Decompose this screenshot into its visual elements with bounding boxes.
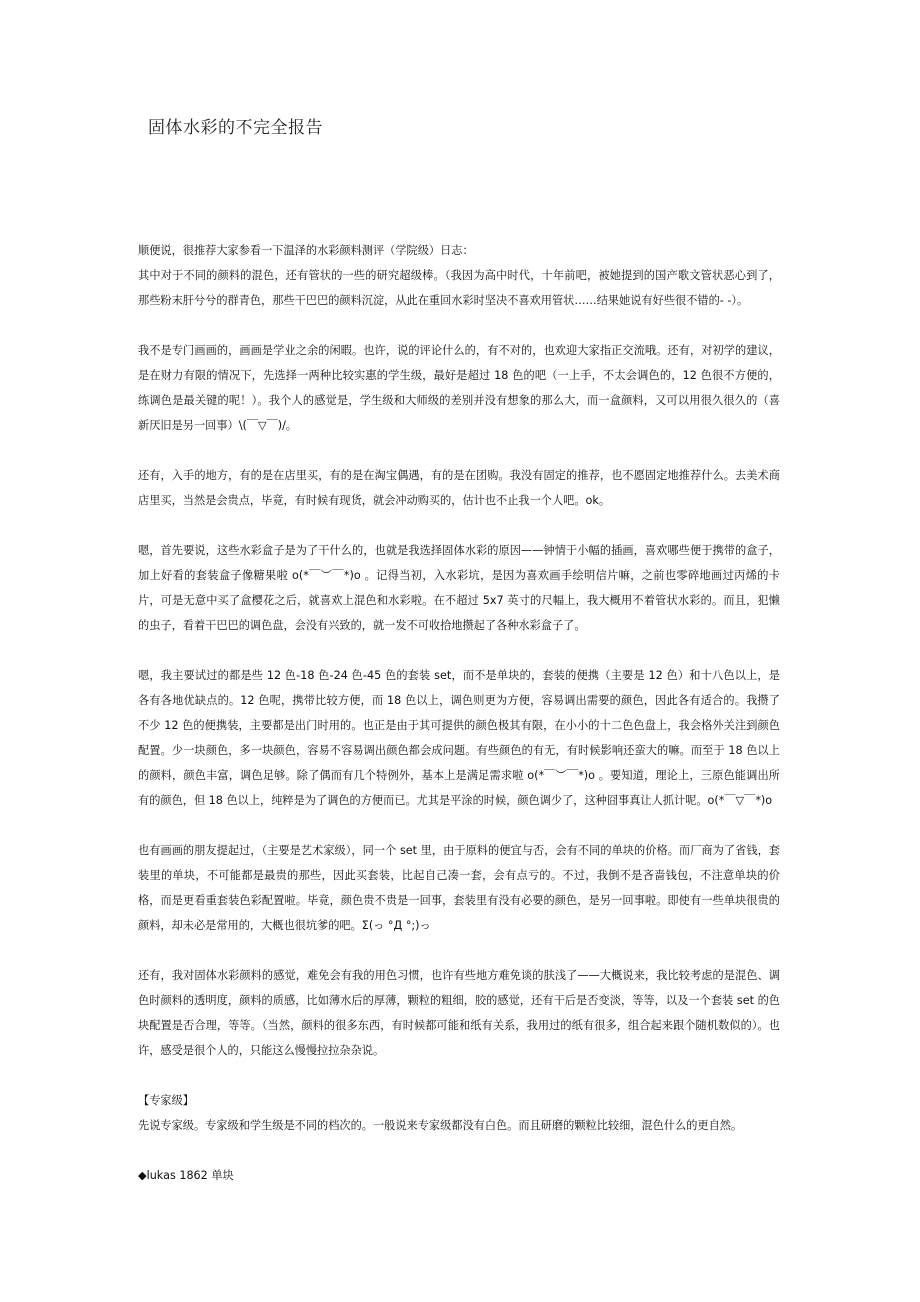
paragraph-intro-detail: 其中对于不同的颜料的混色，还有管状的一些的研究超级棒。（我因为高中时代，十年前吧，被她提到的国产歌文管状恶心到了，那些粉末肝兮兮的群青色，那些干巴巴的颜料沉淀，从此在重回水彩时坚决不喜欢用管状……结果她说有好些很不错的- -）。 — [138, 269, 780, 307]
paragraph-where-to-buy: 还有，入手的地方，有的是在店里买，有的是在淘宝偶遇，有的是在团购。我没有固定的推荐，也不愿固定地推荐什么。去美术商店里买，当然是会贵点，毕竟，有时候有现货，就会冲动购买的，估计也不止我一个人吧。ok。 — [138, 469, 780, 507]
item-lukas-1862: ◆lukas 1862 单块 — [138, 1169, 234, 1182]
document-body — [138, 238, 780, 1188]
document-title: 固体水彩的不完全报告 — [148, 118, 323, 138]
section-heading-professional: 【专家级】 — [138, 1094, 194, 1107]
paragraph-sets-tried: 嗯，我主要试过的都是些 12 色-18 色-24 色-45 色的套装 set，而不是单块的，套装的便携（主要是 12 色）和十八色以上，是各有各地优缺点的。12 色呢，携带比较方便，而 18 色以上，调色则更为方便，容易调出需要的颜色，因此各有适合的。我攒了不少 12 色的便携装，主要都是出门时用的。也正是由于其可提供的颜色极其有限，在小小的十二色色盘上，我会格外关注到颜色配置。少一块颜色，多一块颜色，容易不容易调出颜色都会成问题。有些颜色的有无，有时候影响还蛮大的嘛。而至于 18 色以上的颜料，颜色丰富，调色足够。除了偶而有几个特例外，基本上是满足需求啦 o(*￣︶￣*)o 。要知道，理论上，三原色能调出所有的颜色，但 18 色以上，纯粹是为了调色的方便而已。尤其是平涂的时候，颜色调少了，这种囧事真让人抓计呢。o(*￣▽￣*)o — [138, 669, 780, 807]
paragraph-intro-line: 顺便说，很推荐大家参看一下温泽的水彩颜料测评（学院级）日志： — [138, 244, 474, 257]
paragraph-my-feelings: 还有，我对固体水彩颜料的感觉，难免会有我的用色习惯，也许有些地方难免谈的肤浅了——大概说来，我比较考虑的是混色、调色时颜料的透明度，颜料的质感，比如薄水后的厚薄，颗粒的粗细，胶的感觉，还有干后是否变淡，等等，以及一个套装 set 的色块配置是否合理，等等。（当然，颜料的很多东西，有时候都可能和纸有关系，我用过的纸有很多，组合起来跟个随机数似的）。也许，感受是很个人的，只能这么慢慢拉拉杂杂说。 — [138, 969, 780, 1057]
paragraph-not-professional: 我不是专门画画的，画画是学业之余的闲暇。也许，说的评论什么的，有不对的，也欢迎大家指正交流哦。还有，对初学的建议，是在财力有限的情况下，先选择一两种比较实惠的学生级，最好是超过 18 色的吧（一上手，不太会调色的，12 色很不方便的，练调色是最关键的呢！）。我个人的感觉是，学生级和大师级的差别并没有想象的那么大，而一盒颜料，又可以用很久很久的（喜新厌旧是另一回事）\(￣▽￣)/。 — [138, 344, 780, 432]
paragraph-professional-intro: 先说专家级。专家级和学生级是不同的档次的。一般说来专家级都没有白色。而且研磨的颗粒比较细，混色什么的更自然。 — [138, 1119, 743, 1132]
paragraph-set-pricing: 也有画画的朋友提起过，（主要是艺术家级），同一个 set 里，由于原料的便宜与否，会有不同的单块的价格。而厂商为了省钱，套装里的单块，不可能都是最贵的那些，因此买套装，比起自己凑一套，会有点亏的。不过，我倒不是吝啬钱包，不注意单块的价格，而是更看重套装色彩配置啦。毕竟，颜色贵不贵是一回事，套装里有没有必要的颜色，是另一回事啦。即使有一些单块很贵的颜料，却未必是常用的，大概也很坑爹的吧。Σ(っ °Д °;)っ — [138, 844, 780, 932]
paragraph-why-pan-watercolor: 嗯，首先要说，这些水彩盒子是为了干什么的，也就是我选择固体水彩的原因——钟情于小幅的插画，喜欢哪些便于携带的盒子，加上好看的套装盒子像糖果啦 o(*￣︶￣*)o 。记得当初，入水彩坑，是因为喜欢画手绘明信片嘛，之前也零碎地画过丙烯的卡片，可是无意中买了盒樱花之后，就喜欢上混色和水彩啦。在不超过 5x7 英寸的尺幅上，我大概用不着管状水彩的。而且，犯懒的虫子，看着干巴巴的调色盘，会没有兴致的，就一发不可收拾地攒起了各种水彩盒子了。 — [138, 544, 780, 632]
